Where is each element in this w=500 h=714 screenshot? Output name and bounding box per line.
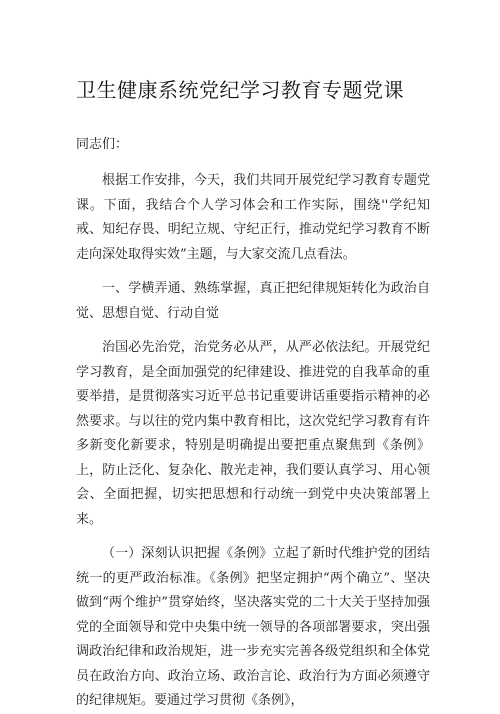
section-heading-1: 一、学横弄通、熟练掌握，真正把纪律规矩转化为政治自觉、思想自觉、行动自觉 bbox=[76, 281, 430, 321]
paragraph-section-1-body: 治国必先治党，治党务必从严，从严必依法纪。开展党纪学习教育，是全面加强党的纪律建设、推进党的自我革命的重要举措，是贯彻落实习近平总书记重要讲话重要指示精神的必然要求。与以往的党内集中教育相比，这次党纪学习教育有许多新变化新要求，特别是明确提出要把重点聚焦到《条例》上，防止泛化、复杂化、散光走神，我们要认真学习、用心领会、全面把握，切实把思想和行动统一到党中央决策部署上来。 bbox=[76, 340, 430, 527]
document-title: 卫生健康系统党纪学习教育专题党课 bbox=[76, 78, 404, 102]
paragraph-intro: 根据工作安排，今天，我们共同开展党纪学习教育专题党课。下面，我结合个人学习体会和工作实际，围绕''学纪知戒、知纪存畏、明纪立规、守纪正行，推动党纪学习教育不断走向深处取得实效”主题，与大家交流几点看法。 bbox=[76, 173, 430, 262]
paragraph-subsection-1: （一）深刻认识把握《条例》立起了新时代维护党的团结统一的更严政治标准。《条例》把坚定拥护“两个确立”、坚决做到“两个维护”贯穿始终，坚决落实党的二十大关于坚持加强党的全面领导和党中央集中统一领导的各项部署要求，突出强调政治纪律和政治规矩，进一步充实完善各级党组织和全体党员在政治方向、政治立场、政治言论、政治行为方面必须遵守的纪律规矩。要通过学习贯彻《条例》， bbox=[76, 546, 430, 708]
salutation: 同志们： bbox=[76, 137, 129, 152]
